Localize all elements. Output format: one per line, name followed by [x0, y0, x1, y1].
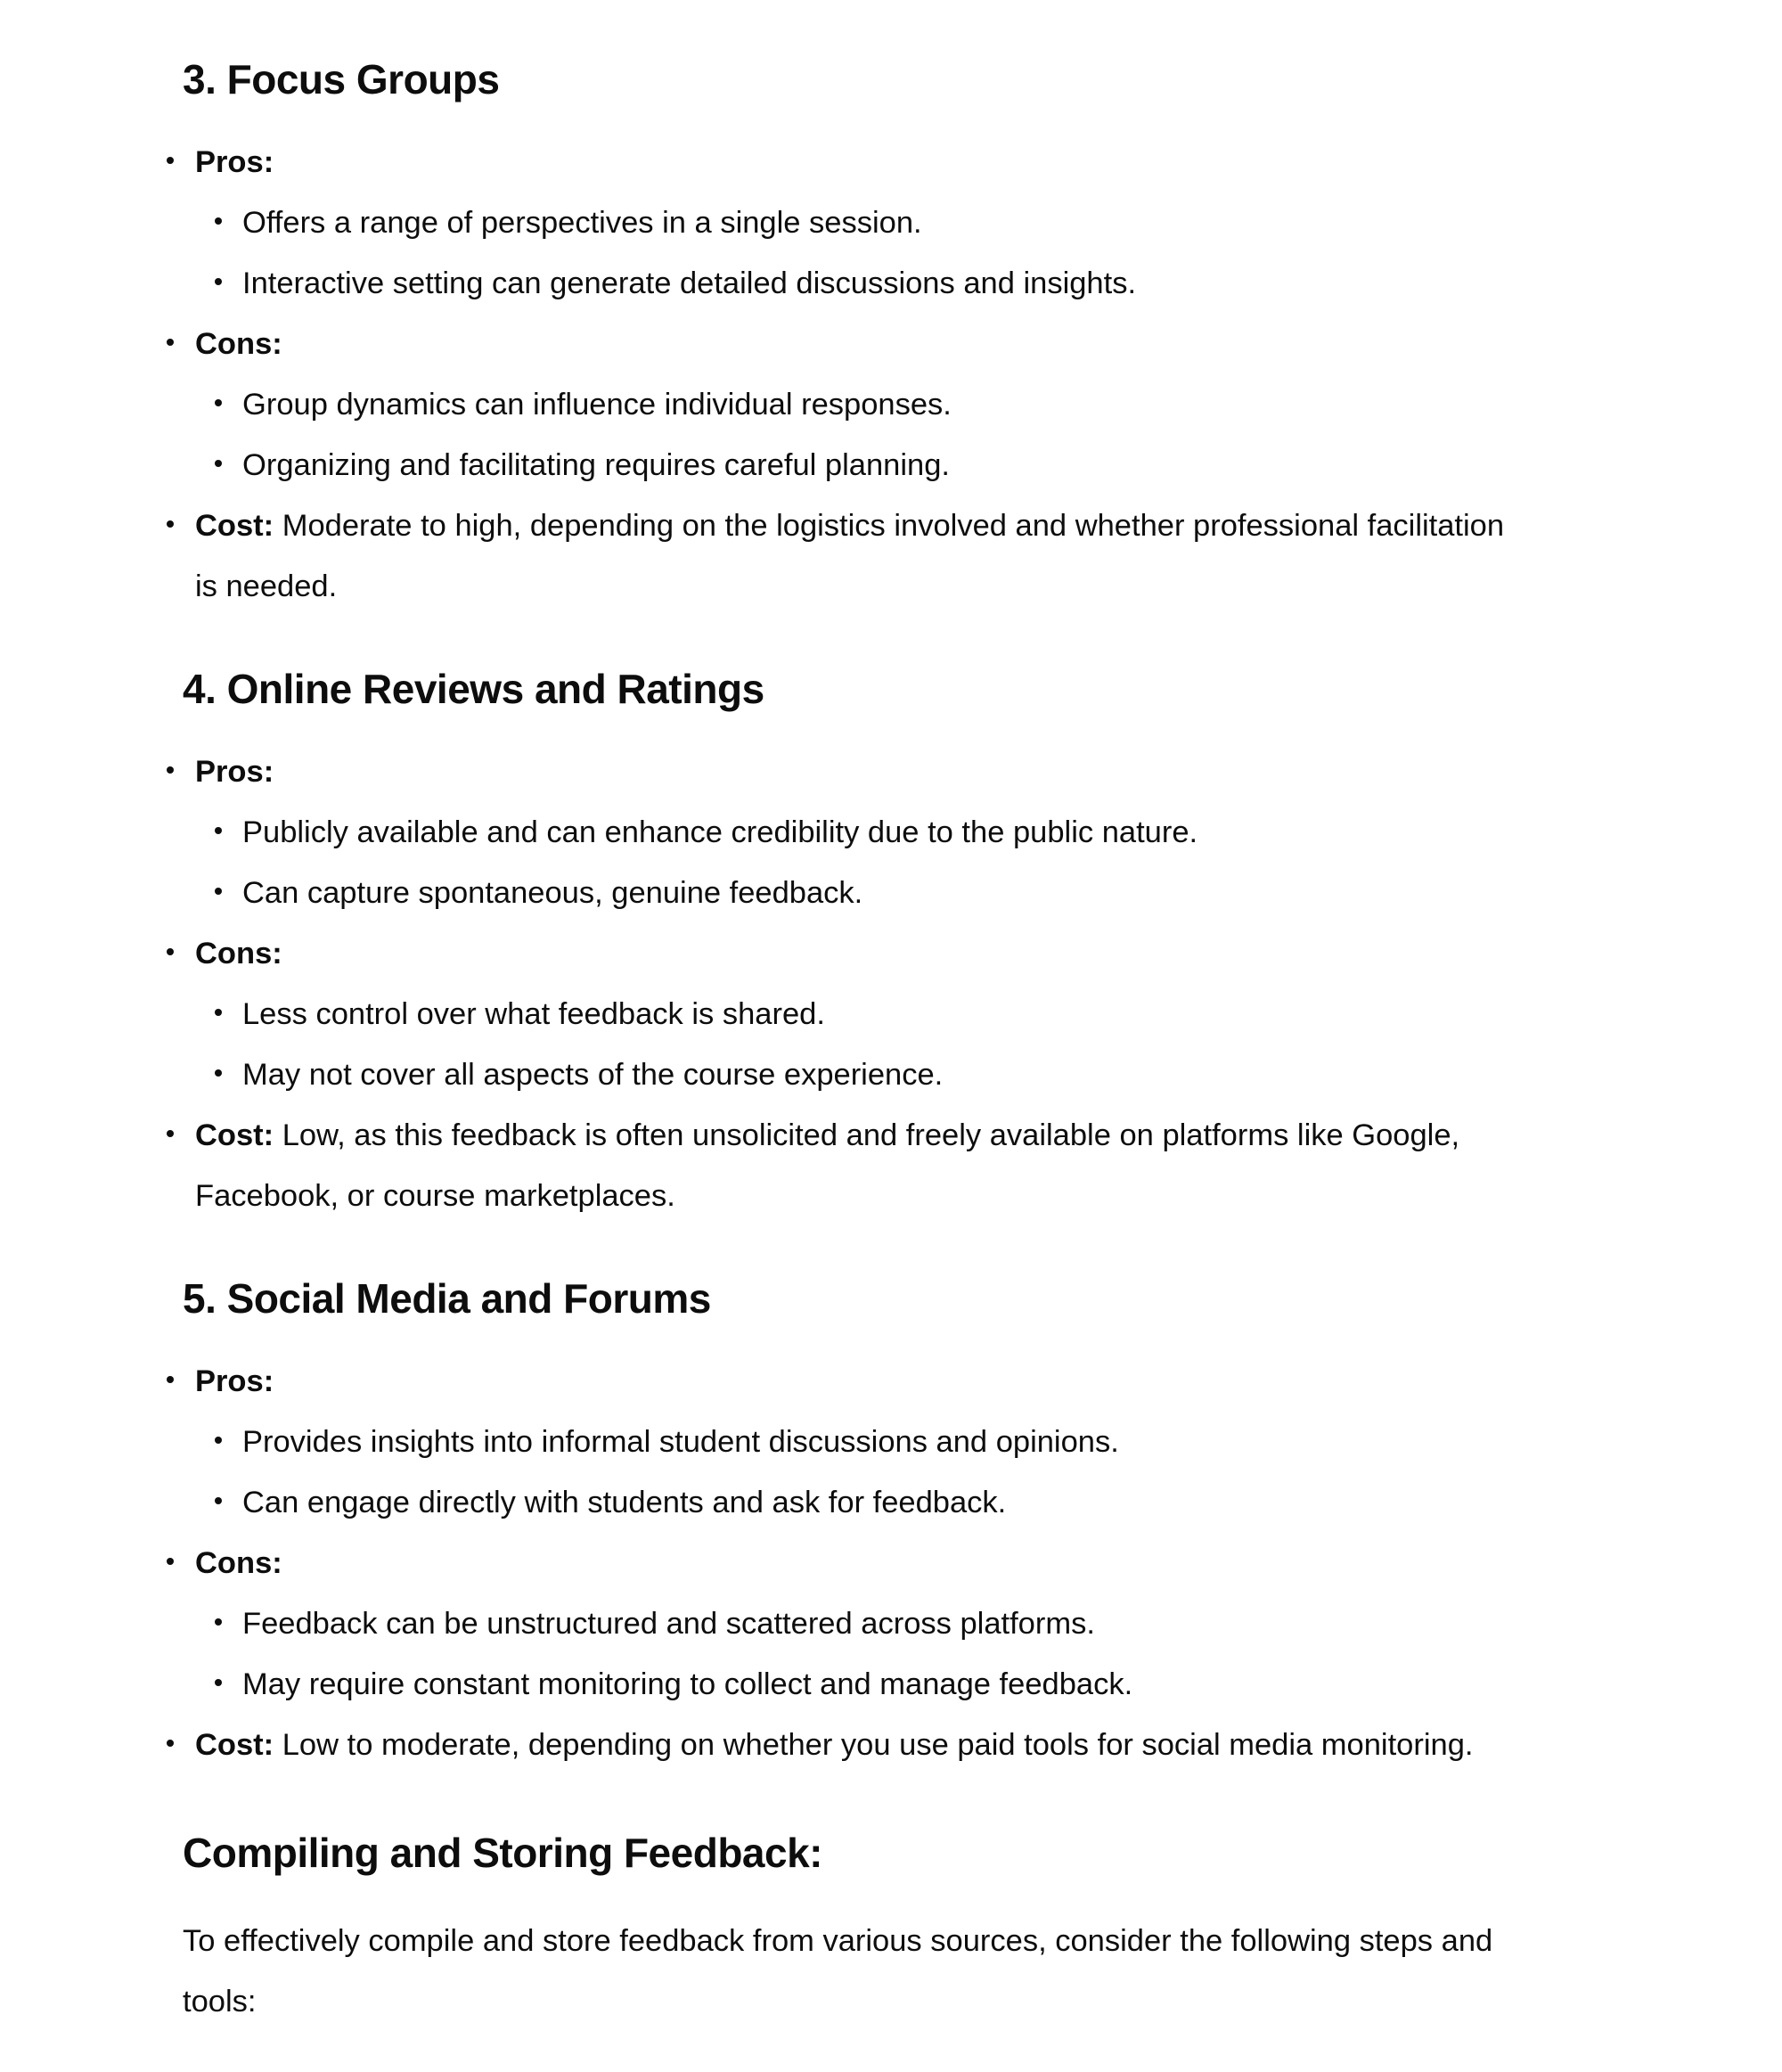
bullet-icon — [215, 1069, 222, 1077]
con-text: May require constant monitoring to collect and manage feedback. — [242, 1667, 1133, 1701]
list-item-pros — [195, 132, 274, 192]
bullet-icon — [167, 1130, 174, 1137]
bullet-icon — [215, 888, 222, 895]
bullet-icon — [215, 217, 222, 225]
cons-label: Cons: — [195, 327, 282, 361]
cost-text-continued: is needed. — [195, 569, 338, 603]
list-item — [242, 1593, 1095, 1654]
cost-continuation — [195, 1166, 675, 1226]
bullet-icon — [167, 1740, 174, 1747]
list-item — [242, 1472, 1006, 1533]
bullet-icon — [215, 1618, 222, 1626]
list-item — [242, 1044, 943, 1105]
pros-label: Pros: — [195, 755, 274, 789]
list-item — [242, 253, 1136, 314]
bullet-icon — [215, 1437, 222, 1444]
pro-text: Interactive setting can generate detailed discussions and insights. — [242, 266, 1137, 300]
list-item-cost — [195, 1715, 1473, 1775]
pro-text: Offers a range of perspectives in a single session. — [242, 206, 922, 240]
cost-continuation — [195, 556, 337, 617]
bullet-icon — [167, 766, 174, 774]
pro-text: Can engage directly with students and ask for feedback. — [242, 1486, 1007, 1519]
con-text: May not cover all aspects of the course experience. — [242, 1058, 944, 1092]
con-text: Organizing and facilitating requires careful planning. — [242, 448, 950, 482]
bullet-icon — [167, 1376, 174, 1383]
pro-text: Publicly available and can enhance credibility due to the public nature. — [242, 815, 1198, 849]
list-item — [242, 984, 825, 1044]
list-item — [242, 1412, 1119, 1472]
section-heading-focus-groups: 3. Focus Groups — [183, 56, 500, 102]
list-item-cost — [195, 495, 1504, 556]
cost-label: Cost: — [195, 509, 282, 543]
bullet-icon — [215, 1497, 222, 1504]
bullet-icon — [167, 157, 174, 164]
bullet-icon — [167, 339, 174, 346]
con-text: Less control over what feedback is shared. — [242, 997, 825, 1031]
list-item — [242, 192, 922, 253]
pros-label: Pros: — [195, 145, 274, 179]
list-item-cons — [195, 314, 282, 374]
paragraph-line: tools: — [183, 1985, 257, 2019]
list-item-cons — [195, 1533, 282, 1593]
list-item — [242, 863, 862, 923]
section-heading-compiling: Compiling and Storing Feedback: — [183, 1830, 822, 1876]
bullet-icon — [167, 520, 174, 528]
bullet-icon — [215, 399, 222, 406]
cost-text: Low, as this feedback is often unsolicited and freely available on platforms like Google, — [282, 1118, 1460, 1152]
cost-label: Cost: — [195, 1728, 282, 1762]
pros-label: Pros: — [195, 1364, 274, 1398]
cost-label: Cost: — [195, 1118, 282, 1152]
list-item — [242, 802, 1198, 863]
bullet-icon — [215, 278, 222, 285]
bullet-icon — [215, 460, 222, 467]
bullet-icon — [167, 948, 174, 955]
list-item-cost — [195, 1105, 1459, 1166]
pro-text: Can capture spontaneous, genuine feedback. — [242, 876, 863, 910]
con-text: Group dynamics can influence individual responses. — [242, 388, 952, 422]
list-item — [242, 1654, 1132, 1715]
section-heading-social-media: 5. Social Media and Forums — [183, 1275, 711, 1322]
cons-label: Cons: — [195, 1546, 282, 1580]
list-item — [242, 374, 952, 435]
section-heading-online-reviews: 4. Online Reviews and Ratings — [183, 666, 764, 712]
bullet-icon — [215, 1009, 222, 1016]
con-text: Feedback can be unstructured and scattered across platforms. — [242, 1607, 1095, 1641]
list-item-pros — [195, 1351, 274, 1412]
cons-label: Cons: — [195, 937, 282, 970]
list-item-pros — [195, 741, 274, 802]
bullet-icon — [215, 827, 222, 834]
list-item-cons — [195, 923, 282, 984]
cost-text-continued: Facebook, or course marketplaces. — [195, 1179, 675, 1213]
pro-text: Provides insights into informal student discussions and opinions. — [242, 1425, 1119, 1459]
list-item — [242, 435, 950, 495]
cost-text: Low to moderate, depending on whether you use paid tools for social media monitoring. — [282, 1728, 1474, 1762]
bullet-icon — [167, 1558, 174, 1565]
bullet-icon — [215, 1679, 222, 1686]
cost-text: Moderate to high, depending on the logistics involved and whether professional facilitation — [282, 509, 1505, 543]
paragraph-line: To effectively compile and store feedback from various sources, consider the following steps and — [183, 1924, 1493, 1958]
